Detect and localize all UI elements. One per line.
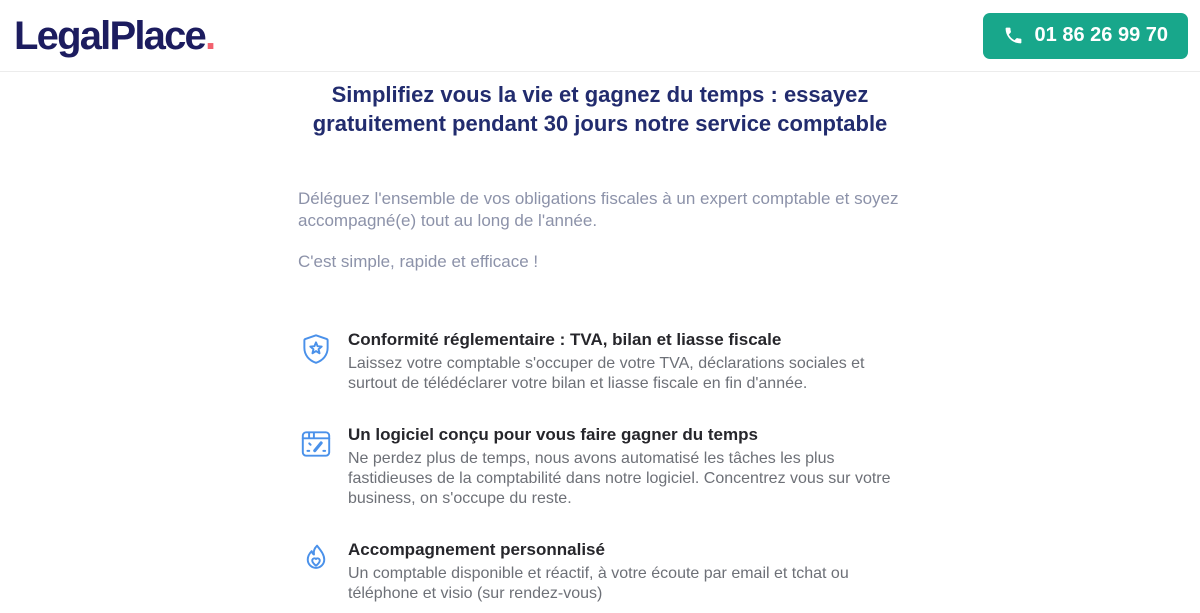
feature-item-logiciel — [298, 425, 902, 509]
feature-body — [348, 540, 902, 604]
speedometer-window-icon — [298, 426, 334, 462]
feature-item-conformite — [298, 330, 902, 394]
tagline-paragraph: C'est simple, rapide et efficace ! — [298, 252, 539, 271]
page-title-line-2: gratuitement pendant 30 jours notre service comptable — [312, 111, 888, 136]
legalplace-logo[interactable] — [14, 13, 215, 58]
feature-description: Un comptable disponible et réactif, à votre écoute par email et tchat ou téléphone et visio (sur rendez-vous) — [348, 565, 849, 602]
intro-paragraph: Déléguez l'ensemble de vos obligations fiscales à un expert comptable et soyez accompagné(e) tout au long de l'année. — [298, 189, 899, 230]
feature-body — [348, 330, 902, 394]
feature-title: Un logiciel conçu pour vous faire gagner du temps — [348, 425, 758, 444]
header — [0, 0, 1200, 72]
main-content — [0, 80, 1200, 604]
logo-dot: . — [205, 13, 215, 58]
feature-list — [298, 330, 902, 604]
logo-text: LegalPlace — [14, 13, 206, 58]
feature-body — [348, 425, 902, 509]
shield-star-icon — [298, 331, 334, 367]
flame-heart-icon — [298, 541, 334, 577]
feature-title: Accompagnement personnalisé — [348, 540, 605, 559]
feature-description: Ne perdez plus de temps, nous avons automatisé les tâches les plus fastidieuses de la comptabilité dans notre logiciel. Concentrez vous sur votre business, on s'occupe du reste. — [348, 450, 891, 507]
phone-icon — [1003, 25, 1024, 46]
feature-item-accompagnement — [298, 540, 902, 604]
phone-call-button[interactable] — [983, 13, 1188, 59]
feature-title: Conformité réglementaire : TVA, bilan et liasse fiscale — [348, 330, 782, 349]
feature-description: Laissez votre comptable s'occuper de votre TVA, déclarations sociales et surtout de télédéclarer votre bilan et liasse fiscale en fin d'année. — [348, 355, 865, 392]
page-title — [0, 80, 1200, 138]
content-column — [298, 188, 902, 604]
phone-number-label: 01 86 26 99 70 — [1034, 24, 1168, 46]
page-title-line-1: Simplifiez vous la vie et gagnez du temps : essayez — [331, 82, 869, 107]
